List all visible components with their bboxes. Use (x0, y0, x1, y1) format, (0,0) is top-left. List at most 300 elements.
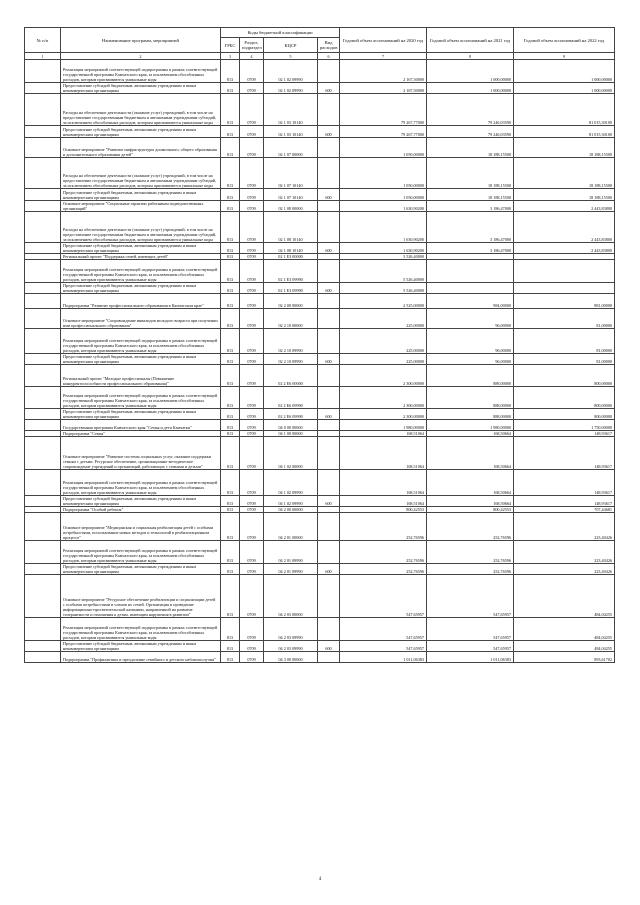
cell-vid (318, 158, 340, 189)
cell-2021: 96,00000 (427, 309, 514, 329)
cell-2021: 168,50664 (427, 437, 514, 470)
cell-vid (318, 652, 340, 663)
col-header-2022: Годовой объем ассигнований на 2022 год (514, 28, 615, 53)
table-row (25, 541, 615, 564)
cell-razdel: 0709 (240, 294, 264, 309)
cell-razdel: 0709 (240, 409, 264, 420)
table-row (25, 365, 615, 387)
cell-vid (318, 212, 340, 243)
cell-2022: 18 188,15500 (514, 189, 615, 201)
cell-grbs: 813 (221, 309, 240, 329)
cell-grbs: 813 (221, 354, 240, 365)
column-number: 4 (240, 53, 264, 60)
table-row (25, 138, 615, 158)
cell-2021: 3 186,47000 (427, 243, 514, 254)
cell-2022: 223,40426 (514, 513, 615, 541)
cell-vid (318, 470, 340, 496)
cell-2022: 484,04255 (514, 575, 615, 618)
cell-razdel: 0709 (240, 507, 264, 513)
table-row (25, 83, 615, 94)
cell-razdel: 0709 (240, 254, 264, 260)
cell-2022: 800,00000 (514, 409, 615, 420)
table-row (25, 437, 615, 470)
cell-ksr: 02 2 10 00000 (264, 309, 318, 329)
cell-2022: 223,40426 (514, 541, 615, 564)
cell-2021: 1 000,00000 (427, 60, 514, 83)
cell-2020: 2 300,00000 (340, 387, 427, 409)
cell-2020: 1 980,00000 (340, 420, 427, 431)
cell-ksr: 04 1 02 00000 (264, 437, 318, 470)
cell-vid: 600 (318, 409, 340, 420)
cell-grbs: 813 (221, 201, 240, 212)
cell-2022: 81,00000 (514, 354, 615, 365)
table-row (25, 496, 615, 507)
table-row (25, 260, 615, 283)
cell-name: Основное мероприятие "Социальные гарантии работникам подведомственных организаций" (61, 201, 221, 212)
cell-2020: 1 011,06383 (340, 652, 427, 663)
cell-grbs: 813 (221, 652, 240, 663)
cell-2022: 148,93617 (514, 470, 615, 496)
cell-name: Государственная программа Камчатского края "Семья и дети Камчатки" (61, 420, 221, 431)
cell-2022: 223,40426 (514, 564, 615, 575)
table-row (25, 212, 615, 243)
cell-2021: 168,50664 (427, 470, 514, 496)
column-number: 1 (25, 53, 61, 60)
cell-2021: 168,50664 (427, 431, 514, 437)
cell-2022: 81 015,30100 (514, 126, 615, 138)
cell-2021: 3 186,47000 (427, 201, 514, 212)
cell-num (25, 201, 61, 212)
header-row-1 (25, 28, 615, 38)
cell-2022: 2 443,83800 (514, 201, 615, 212)
cell-2020: 1 050,00000 (340, 138, 427, 158)
cell-2022: 81,00000 (514, 309, 615, 329)
cell-name: Подпрограмма "Семья" (61, 431, 221, 437)
cell-vid (318, 387, 340, 409)
cell-num (25, 243, 61, 254)
cell-num (25, 575, 61, 618)
cell-vid (318, 94, 340, 126)
cell-num (25, 94, 61, 126)
cell-num (25, 329, 61, 354)
cell-num (25, 283, 61, 294)
cell-2020: 168,51064 (340, 431, 427, 437)
cell-vid (318, 329, 340, 354)
cell-ksr: 04 2 03 09990 (264, 641, 318, 652)
cell-ksr: 02 1 08 10140 (264, 243, 318, 254)
cell-2021: 547,65957 (427, 618, 514, 641)
cell-num (25, 420, 61, 431)
cell-name: Предоставление субсидий бюджетным, автономным учреждениям и иным некоммерческим организациям (61, 354, 221, 365)
cell-ksr: 02 1 E3 09990 (264, 260, 318, 283)
cell-grbs: 813 (221, 60, 240, 83)
cell-ksr: 02 1 02 09990 (264, 83, 318, 94)
cell-2021: 888,00000 (427, 409, 514, 420)
table-row (25, 564, 615, 575)
cell-2022: 148,93617 (514, 437, 615, 470)
cell-2022: 148,93617 (514, 431, 615, 437)
cell-2022: 881,00000 (514, 294, 615, 309)
cell-2020: 225,00000 (340, 309, 427, 329)
cell-name: Основное мероприятие "Развитие системы социальных услуг, оказание поддержки семьям с детьми. Ресурсное обеспечение, организационно-методическое сопровождение учреждений и организаций, работающих с семьями и детьми" (61, 437, 221, 470)
cell-vid: 600 (318, 283, 340, 294)
cell-2022: 707,44681 (514, 507, 615, 513)
table-row (25, 283, 615, 294)
cell-ksr: 02 1 03 10140 (264, 126, 318, 138)
cell-razdel: 0709 (240, 126, 264, 138)
cell-vid (318, 294, 340, 309)
cell-ksr: 02 2 E6 09990 (264, 387, 318, 409)
cell-2021: 252,76596 (427, 564, 514, 575)
cell-2021: 547,65957 (427, 575, 514, 618)
cell-2020: 252,76596 (340, 513, 427, 541)
table-row (25, 652, 615, 663)
column-number: 3 (221, 53, 240, 60)
cell-razdel: 0709 (240, 189, 264, 201)
cell-num (25, 260, 61, 283)
cell-2020: 800,42553 (340, 507, 427, 513)
cell-num (25, 138, 61, 158)
cell-vid (318, 201, 340, 212)
cell-2020: 168,51064 (340, 437, 427, 470)
cell-2020: 1 630,90200 (340, 201, 427, 212)
table-row (25, 420, 615, 431)
cell-vid (318, 309, 340, 329)
cell-ksr: 04 2 03 00000 (264, 575, 318, 618)
cell-2022: 800,00000 (514, 365, 615, 387)
cell-vid (318, 420, 340, 431)
cell-2020: 5 526,40000 (340, 260, 427, 283)
cell-2020: 1 050,00000 (340, 158, 427, 189)
cell-2021: 252,76596 (427, 541, 514, 564)
cell-vid: 600 (318, 189, 340, 201)
cell-grbs: 813 (221, 365, 240, 387)
cell-num (25, 294, 61, 309)
cell-2021: 96,00000 (427, 354, 514, 365)
cell-grbs: 813 (221, 387, 240, 409)
cell-2022 (514, 260, 615, 283)
cell-name: Основное мероприятие "Развитие инфраструктуры дошкольного, общего образования и дополнительного образования детей" (61, 138, 221, 158)
cell-razdel: 0709 (240, 158, 264, 189)
col-header-ksr: КЦСР (264, 38, 318, 53)
cell-ksr: 04 1 02 09990 (264, 470, 318, 496)
cell-2021: 18 188,15500 (427, 138, 514, 158)
cell-vid: 600 (318, 641, 340, 652)
cell-name: Реализация мероприятий соответствующей подпрограммы в рамках соответствующей государственной программы Камчатского края, за исключением обособленных расходов, которым присваиваются уникальные коды (61, 618, 221, 641)
cell-ksr: 02 1 08 00000 (264, 201, 318, 212)
cell-name: Подпрограмма "Особый ребенок" (61, 507, 221, 513)
cell-2020: 2 300,00000 (340, 409, 427, 420)
cell-ksr: 04 2 00 00000 (264, 507, 318, 513)
cell-razdel: 0709 (240, 260, 264, 283)
cell-name: Предоставление субсидий бюджетным, автономным учреждениям и иным некоммерческим организациям (61, 126, 221, 138)
cell-razdel: 0709 (240, 354, 264, 365)
cell-name: Основное мероприятие "Сопровождение инвалидов молодого возраста при получении ими профессионального образования" (61, 309, 221, 329)
cell-2021: 547,65957 (427, 641, 514, 652)
cell-razdel: 0709 (240, 541, 264, 564)
cell-2022: 484,04255 (514, 641, 615, 652)
cell-2020: 5 526,40000 (340, 283, 427, 294)
cell-2020: 547,65957 (340, 641, 427, 652)
cell-vid: 600 (318, 83, 340, 94)
cell-razdel: 0709 (240, 283, 264, 294)
cell-2022: 1 750,00000 (514, 420, 615, 431)
cell-ksr: 04 2 01 00000 (264, 513, 318, 541)
cell-name: Подпрограмма "Профилактика и преодоление семейного и детского неблагополучия" (61, 652, 221, 663)
cell-2022: 1 000,00000 (514, 60, 615, 83)
cell-2020: 252,76596 (340, 541, 427, 564)
cell-2021: 168,50664 (427, 496, 514, 507)
cell-vid (318, 575, 340, 618)
cell-2020: 168,51064 (340, 496, 427, 507)
column-number: 8 (427, 53, 514, 60)
cell-razdel: 0709 (240, 470, 264, 496)
cell-2021: 96,00000 (427, 329, 514, 354)
cell-razdel: 0709 (240, 575, 264, 618)
cell-razdel: 0709 (240, 496, 264, 507)
cell-2020: 225,00000 (340, 354, 427, 365)
cell-2021: 1 980,00000 (427, 420, 514, 431)
table-row (25, 243, 615, 254)
cell-razdel: 0709 (240, 437, 264, 470)
cell-2022: 2 443,83800 (514, 212, 615, 243)
cell-vid (318, 541, 340, 564)
cell-grbs: 813 (221, 94, 240, 126)
cell-grbs: 813 (221, 507, 240, 513)
cell-vid (318, 260, 340, 283)
cell-2022: 18 188,15500 (514, 138, 615, 158)
cell-ksr: 02 1 E3 09990 (264, 283, 318, 294)
cell-2020: 2 525,00000 (340, 294, 427, 309)
col-header-num: № п/п (25, 28, 61, 53)
cell-vid: 600 (318, 564, 340, 575)
cell-name: Расходы на обеспечение деятельности (оказание услуг) учреждений, в том числе на предоставление государственным бюджетным и автономным учреждениям субсидий, за исключением обособленных расходов, которым присваиваются уникальные коды (61, 94, 221, 126)
cell-vid (318, 60, 340, 83)
cell-num (25, 189, 61, 201)
col-header-name: Наименование программ, мероприятий (61, 28, 221, 53)
cell-2021: 984,00000 (427, 294, 514, 309)
cell-2022: 18 188,15500 (514, 158, 615, 189)
cell-razdel: 0709 (240, 201, 264, 212)
column-number-row (25, 53, 615, 60)
cell-razdel: 0709 (240, 212, 264, 243)
table-row (25, 470, 615, 496)
cell-2021: 800,42553 (427, 507, 514, 513)
cell-name: Реализация мероприятий соответствующей подпрограммы в рамках соответствующей государственной программы Камчатского края, за исключением обособленных расходов, которым присваиваются уникальные коды (61, 470, 221, 496)
cell-ksr: 02 1 E3 00000 (264, 254, 318, 260)
cell-2021: 18 188,15500 (427, 158, 514, 189)
table-row (25, 189, 615, 201)
cell-name: Региональный проект "Поддержка семей, имеющих детей" (61, 254, 221, 260)
cell-num (25, 212, 61, 243)
cell-name: Предоставление субсидий бюджетным, автономным учреждениям и иным некоммерческим организациям (61, 189, 221, 201)
cell-grbs: 813 (221, 243, 240, 254)
cell-razdel: 0709 (240, 431, 264, 437)
cell-ksr: 04 2 01 09990 (264, 564, 318, 575)
cell-2021: 79 246,03590 (427, 94, 514, 126)
cell-name: Предоставление субсидий бюджетным, автономным учреждениям и иным некоммерческим организациям (61, 283, 221, 294)
col-header-2020: Годовой объем ассигнований на 2020 год (340, 28, 427, 53)
column-number: 7 (340, 53, 427, 60)
cell-name: Реализация мероприятий соответствующей подпрограммы в рамках соответствующей государственной программы Камчатского края, за исключением обособленных расходов, которым присваиваются уникальные коды (61, 387, 221, 409)
cell-razdel: 0709 (240, 83, 264, 94)
cell-2022: 2 443,83800 (514, 243, 615, 254)
cell-2020: 168,51064 (340, 470, 427, 496)
cell-name: Подпрограмма "Развитие профессионального образования в Камчатском крае" (61, 294, 221, 309)
cell-2021 (427, 260, 514, 283)
cell-grbs: 813 (221, 283, 240, 294)
cell-2020: 79 267,77000 (340, 94, 427, 126)
table-row (25, 354, 615, 365)
cell-ksr: 04 3 00 00000 (264, 652, 318, 663)
cell-razdel: 0709 (240, 513, 264, 541)
table-body (25, 60, 615, 663)
cell-2020: 547,65957 (340, 575, 427, 618)
cell-num (25, 652, 61, 663)
cell-2020: 547,65957 (340, 618, 427, 641)
cell-ksr: 04 2 01 09990 (264, 541, 318, 564)
cell-num (25, 618, 61, 641)
column-number: 5 (264, 53, 318, 60)
cell-num (25, 409, 61, 420)
cell-grbs: 813 (221, 212, 240, 243)
table-row (25, 94, 615, 126)
cell-2021 (427, 283, 514, 294)
cell-name: Предоставление субсидий бюджетным, автономным учреждениям и иным некоммерческим организациям (61, 496, 221, 507)
cell-razdel: 0709 (240, 420, 264, 431)
cell-vid: 600 (318, 126, 340, 138)
cell-razdel: 0709 (240, 365, 264, 387)
cell-num (25, 564, 61, 575)
cell-razdel: 0709 (240, 94, 264, 126)
column-number: 2 (61, 53, 221, 60)
cell-num (25, 387, 61, 409)
cell-2020: 2 167,50000 (340, 83, 427, 94)
cell-2022: 81 015,30100 (514, 94, 615, 126)
cell-grbs: 813 (221, 126, 240, 138)
cell-ksr: 02 1 07 10140 (264, 158, 318, 189)
cell-ksr: 02 1 03 10140 (264, 94, 318, 126)
cell-name: Предоставление субсидий бюджетным, автономным учреждениям и иным некоммерческим организациям (61, 564, 221, 575)
cell-num (25, 365, 61, 387)
cell-name: Реализация мероприятий соответствующей подпрограммы в рамках соответствующей государственной программы Камчатского края, за исключением обособленных расходов, которым присваиваются уникальные коды (61, 260, 221, 283)
cell-2022: 148,93617 (514, 496, 615, 507)
cell-2022: 1 000,00000 (514, 83, 615, 94)
cell-grbs: 813 (221, 189, 240, 201)
cell-razdel: 0709 (240, 138, 264, 158)
cell-grbs: 813 (221, 437, 240, 470)
cell-2021: 888,00000 (427, 387, 514, 409)
cell-name: Реализация мероприятий соответствующей подпрограммы в рамках соответствующей государственной программы Камчатского края, за исключением обособленных расходов, которым присваиваются уникальные коды (61, 329, 221, 354)
cell-2021: 18 188,15500 (427, 189, 514, 201)
cell-ksr: 02 2 00 00000 (264, 294, 318, 309)
cell-2022: 81,00000 (514, 329, 615, 354)
cell-razdel: 0709 (240, 329, 264, 354)
column-number: 6 (318, 53, 340, 60)
cell-razdel: 0709 (240, 309, 264, 329)
cell-ksr: 04 1 00 00000 (264, 431, 318, 437)
cell-2022: 893,61702 (514, 652, 615, 663)
cell-2020: 5 526,40000 (340, 254, 427, 260)
table-row (25, 513, 615, 541)
cell-2022 (514, 283, 615, 294)
cell-num (25, 513, 61, 541)
cell-2020: 79 267,77000 (340, 126, 427, 138)
table-row (25, 294, 615, 309)
cell-grbs: 813 (221, 496, 240, 507)
cell-vid (318, 437, 340, 470)
cell-razdel: 0709 (240, 618, 264, 641)
cell-2020: 2 167,50000 (340, 60, 427, 83)
cell-razdel: 0709 (240, 564, 264, 575)
cell-name: Основное мероприятие "Медицинская и социальная реабилитация детей с особыми потребностями, использование новых методов и технологий в реабилитационном процессе" (61, 513, 221, 541)
cell-2020: 1 630,90200 (340, 212, 427, 243)
cell-grbs: 813 (221, 254, 240, 260)
cell-ksr: 02 1 02 09990 (264, 60, 318, 83)
table-row (25, 309, 615, 329)
cell-2020: 1 630,90200 (340, 243, 427, 254)
cell-ksr: 02 2 10 09990 (264, 354, 318, 365)
cell-grbs: 813 (221, 83, 240, 94)
col-header-vid: Вид расходов (318, 38, 340, 53)
cell-name: Реализация мероприятий соответствующей подпрограммы в рамках соответствующей государственной программы Камчатского края, за исключением обособленных расходов, которым присваиваются уникальные коды (61, 60, 221, 83)
table-row (25, 387, 615, 409)
cell-2020: 225,00000 (340, 329, 427, 354)
cell-2021: 3 186,47000 (427, 212, 514, 243)
cell-num (25, 354, 61, 365)
cell-vid (318, 513, 340, 541)
cell-2021: 252,76596 (427, 513, 514, 541)
cell-num (25, 437, 61, 470)
cell-2021: 888,00000 (427, 365, 514, 387)
cell-num (25, 126, 61, 138)
cell-grbs: 813 (221, 420, 240, 431)
cell-num (25, 541, 61, 564)
col-header-grbs: ГРБС (221, 38, 240, 53)
table-row (25, 158, 615, 189)
cell-grbs: 813 (221, 294, 240, 309)
cell-razdel: 0709 (240, 243, 264, 254)
table-row (25, 575, 615, 618)
cell-ksr: 04 2 03 09990 (264, 618, 318, 641)
cell-grbs: 813 (221, 409, 240, 420)
cell-ksr: 02 2 10 09990 (264, 329, 318, 354)
cell-vid: 600 (318, 354, 340, 365)
cell-ksr: 02 2 E6 09990 (264, 409, 318, 420)
cell-ksr: 02 1 07 10140 (264, 189, 318, 201)
cell-name: Региональный проект "Молодые профессионалы (Повышение конкурентоспособности профессионального образования)" (61, 365, 221, 387)
cell-grbs: 813 (221, 513, 240, 541)
cell-num (25, 309, 61, 329)
cell-vid: 600 (318, 496, 340, 507)
cell-name: Предоставление субсидий бюджетным, автономным учреждениям и иным некоммерческим организациям (61, 641, 221, 652)
cell-name: Расходы на обеспечение деятельности (оказание услуг) учреждений, в том числе на предоставление государственным бюджетным и автономным учреждениям субсидий, за исключением обособленных расходов, которым присваиваются уникальные коды (61, 158, 221, 189)
col-header-codes: Коды бюджетной классификации (221, 28, 340, 38)
cell-grbs: 813 (221, 470, 240, 496)
cell-num (25, 158, 61, 189)
cell-name: Основное мероприятие "Ресурсное обеспечение реабилитации и социализации детей с особыми потребностями и членов их семей. Организация и проведение информационно-просветительской кампании, направленной на развитие толерантности и отношения к детям, имеющим нарушения в развитии" (61, 575, 221, 618)
page-number: 4 (318, 877, 322, 882)
table-row (25, 409, 615, 420)
cell-num (25, 470, 61, 496)
cell-name: Расходы на обеспечение деятельности (оказание услуг) учреждений, в том числе на предоставление государственным бюджетным и автономным учреждениям субсидий, за исключением обособленных расходов, которым присваиваются уникальные коды (61, 212, 221, 243)
cell-grbs: 813 (221, 641, 240, 652)
cell-vid (318, 618, 340, 641)
cell-grbs: 813 (221, 260, 240, 283)
cell-ksr: 02 1 08 10140 (264, 212, 318, 243)
cell-grbs: 813 (221, 541, 240, 564)
cell-vid (318, 138, 340, 158)
